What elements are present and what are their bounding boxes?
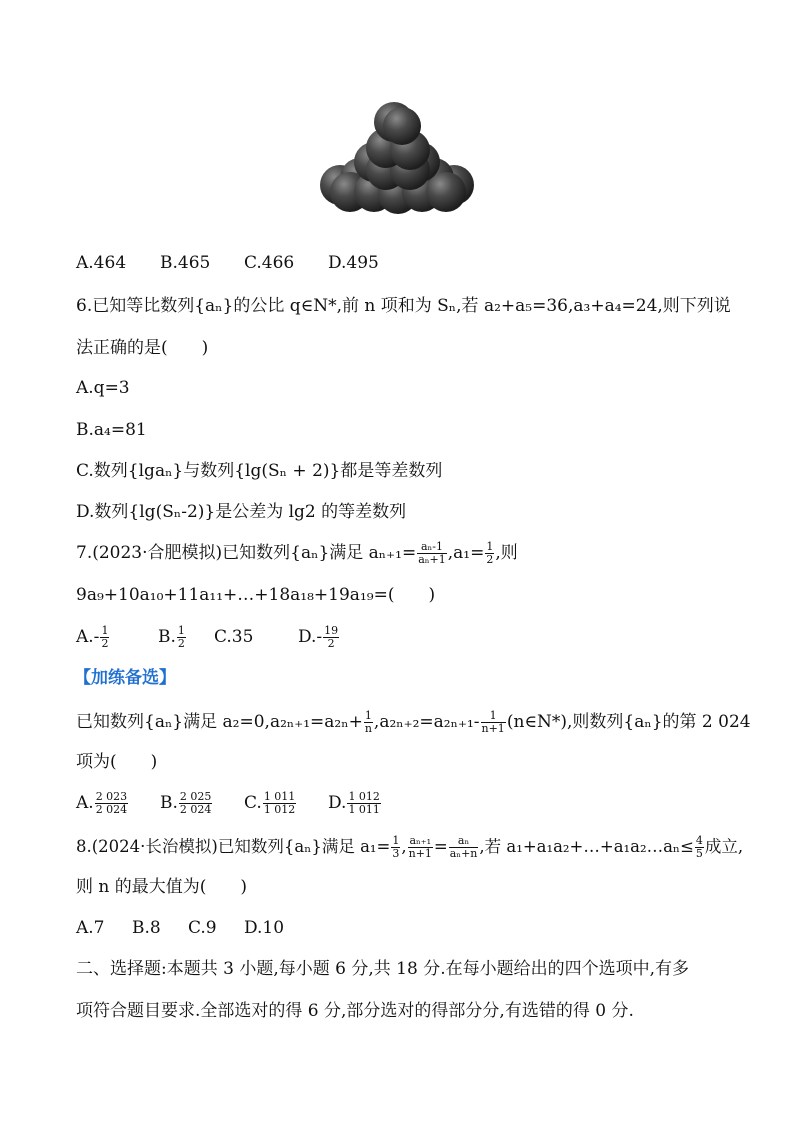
q8-options (76, 917, 284, 939)
extra-option-c (244, 791, 328, 816)
q7-recurrence-fraction (417, 541, 447, 566)
fraction-denominator: 3 (392, 847, 400, 860)
q6-option-b: B.a₄=81 (76, 420, 147, 440)
q6-option-d: D.数列{lg(Sₙ-2)}是公差为 lg2 的等差数列 (76, 502, 407, 522)
section2-heading-line2: 项符合题目要求.全部选对的得 6 分,部分选对的得部分分,有选错的得 0 分. (76, 1001, 634, 1021)
fraction-denominator: aₙ+n (449, 847, 478, 860)
q8-fraction-2 (408, 835, 433, 860)
fraction-denominator: 2 024 (179, 803, 212, 816)
q8-stem-text: = (433, 837, 448, 856)
q5-option-b: B.465 (160, 253, 211, 273)
fraction-denominator: 1 012 (263, 803, 296, 816)
option-fraction (177, 625, 186, 650)
q7-a1-fraction (485, 541, 494, 566)
fraction-denominator: 2 (486, 553, 494, 566)
q7-stem-line1 (76, 541, 518, 566)
q5-option-c: C.466 (244, 253, 295, 273)
extra-fraction-1 (364, 710, 373, 735)
q6-option-a: A.q=3 (76, 378, 130, 398)
option-label: B. (160, 793, 178, 813)
extra-options (76, 791, 382, 816)
q6-stem-line1: 6.已知等比数列{aₙ}的公比 q∈N*,前 n 项和为 Sₙ,若 a₂+a₅=36,a₃+a₄=24,则下列说 (76, 296, 731, 316)
option-label: D.- (298, 627, 323, 647)
option-label: A. (76, 793, 94, 813)
fraction-denominator: 2 (177, 637, 185, 650)
fraction-denominator: 1 011 (348, 803, 380, 816)
q8-option-d: D.10 (244, 918, 285, 938)
q8-option-b: B.8 (132, 918, 161, 938)
q7-stem-text: ,则 (495, 543, 518, 563)
fraction-numerator: 1 (481, 710, 506, 723)
option-fraction (179, 791, 213, 816)
q5-option-d: D.495 (328, 253, 379, 273)
fraction-numerator: 2 025 (179, 790, 212, 803)
fraction-denominator: 2 024 (95, 803, 128, 816)
q7-option-c: C.35 (214, 627, 254, 647)
q7-stem-text: 7.(2023·合肥模拟)已知数列{aₙ}满足 aₙ₊₁= (76, 543, 417, 563)
fraction-denominator: aₙ+1 (418, 553, 446, 566)
q8-stem-text: , (401, 837, 407, 856)
fraction-denominator: 2 (327, 637, 335, 650)
extra-option-d (328, 791, 382, 816)
section2-heading-line1: 二、选择题:本题共 3 小题,每小题 6 分,共 18 分.在每小题给出的四个选项中,有多 (76, 959, 690, 979)
option-fraction (347, 791, 381, 816)
fraction-numerator: 19 (324, 624, 339, 637)
stacked-balls-figure (318, 100, 478, 215)
q7-options (76, 625, 340, 650)
fraction-numerator: aₙ-1 (417, 541, 447, 554)
q8-fraction-4 (695, 835, 704, 860)
option-fraction (95, 791, 129, 816)
option-fraction (323, 625, 339, 650)
ball (383, 107, 421, 145)
q8-option-a: A.7 (76, 918, 105, 938)
q7-stem-text: ,a₁= (447, 543, 485, 563)
fraction-denominator: n+1 (408, 847, 432, 860)
extra-fraction-2 (481, 710, 506, 735)
fraction-numerator: 1 (364, 709, 372, 722)
fraction-numerator: 1 (486, 540, 494, 553)
fraction-numerator: 2 023 (95, 790, 128, 803)
q8-fraction-1 (391, 835, 400, 860)
q5-options (76, 252, 379, 274)
q5-option-a: A.464 (76, 253, 127, 273)
option-fraction (263, 791, 297, 816)
q7-option-d (298, 625, 340, 650)
q8-stem-line1 (76, 835, 743, 860)
q7-option-b (158, 625, 214, 650)
fraction-denominator: 5 (695, 847, 703, 860)
q8-option-c: C.9 (188, 918, 217, 938)
fraction-numerator: 1 011 (263, 790, 296, 803)
q8-stem-line2: 则 n 的最大值为( ) (76, 877, 248, 897)
fraction-numerator: 1 (177, 624, 185, 637)
extra-stem-line2: 项为( ) (76, 752, 158, 772)
extra-practice-heading: 【加练备选】 (74, 668, 176, 688)
q8-stem-text: 8.(2024·长治模拟)已知数列{aₙ}满足 a₁= (76, 837, 391, 856)
q8-fraction-3 (449, 835, 479, 860)
option-label: A.- (76, 627, 100, 647)
fraction-denominator: n+1 (481, 722, 505, 735)
q6-stem-line2: 法正确的是( ) (76, 338, 209, 358)
q8-stem-text: ,若 a₁+a₁a₂+…+a₁a₂…aₙ≤ (479, 837, 694, 856)
extra-option-b (160, 791, 244, 816)
fraction-numerator: 4 (695, 834, 703, 847)
fraction-numerator: 1 (101, 624, 109, 637)
extra-stem-text: (n∈N*),则数列{aₙ}的第 2 024 (506, 712, 751, 732)
extra-stem-line1 (76, 710, 751, 735)
fraction-numerator: 1 (392, 834, 400, 847)
fraction-denominator: 2 (101, 637, 109, 650)
extra-stem-text: 已知数列{aₙ}满足 a₂=0,a₂ₙ₊₁=a₂ₙ+ (76, 712, 363, 732)
fraction-denominator: n (364, 722, 372, 735)
q6-option-c: C.数列{lgaₙ}与数列{lg(Sₙ + 2)}都是等差数列 (76, 461, 443, 481)
option-label: B. (158, 627, 176, 647)
q8-stem-text: 成立, (704, 837, 744, 856)
fraction-numerator: aₙ (449, 835, 479, 848)
fraction-numerator: aₙ₊₁ (409, 834, 432, 847)
option-label: C. (244, 793, 262, 813)
extra-stem-text: ,a₂ₙ₊₂=a₂ₙ₊₁- (373, 712, 480, 732)
q7-stem-line2: 9a₉+10a₁₀+11a₁₁+…+18a₁₈+19a₁₉=( ) (76, 585, 436, 605)
extra-option-a (76, 791, 160, 816)
option-label: D. (328, 793, 347, 813)
q7-option-a (76, 625, 158, 650)
option-fraction (100, 625, 109, 650)
fraction-numerator: 1 012 (348, 790, 380, 803)
